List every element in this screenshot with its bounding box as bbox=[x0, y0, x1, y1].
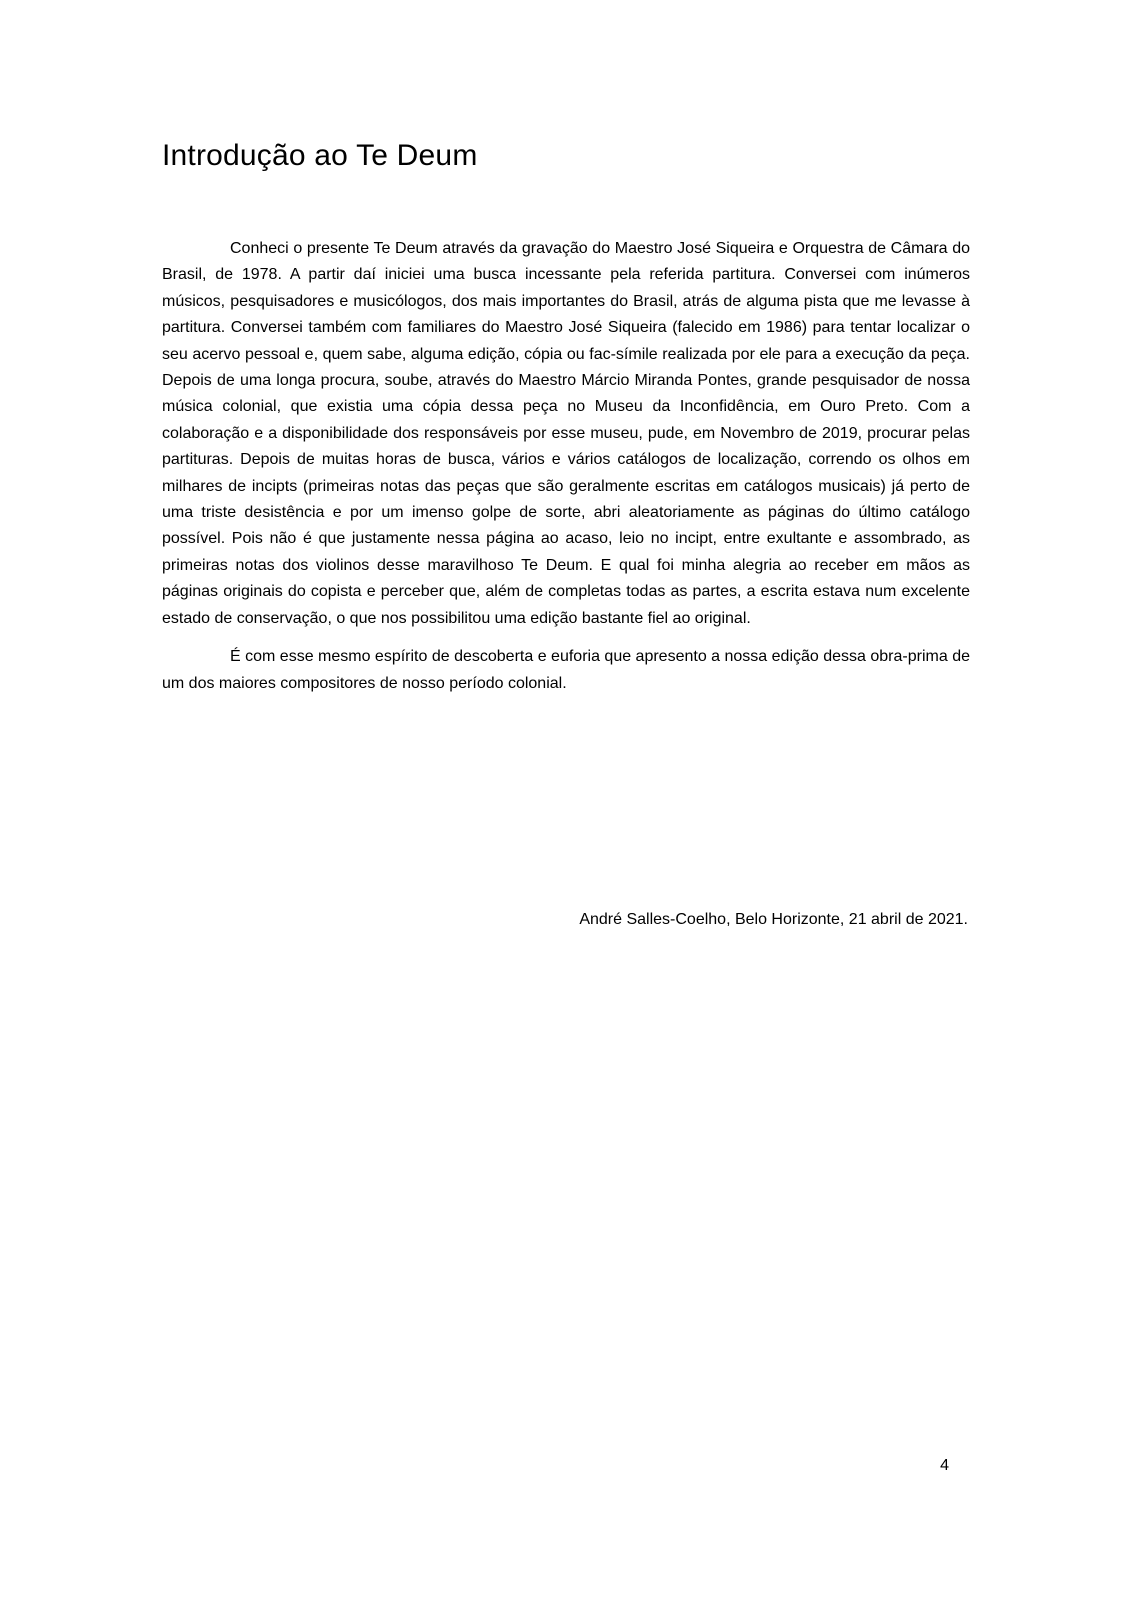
body-text bbox=[162, 236, 970, 697]
page-title: Introdução ao Te Deum bbox=[162, 139, 478, 172]
page-number: 4 bbox=[940, 1457, 949, 1474]
signature-line: André Salles-Coelho, Belo Horizonte, 21 abril de 2021. bbox=[579, 911, 968, 928]
paragraph-2: É com esse mesmo espírito de descoberta e euforia que apresento a nossa edição dessa obra-prima de um dos maiores compositores de nosso período colonial. bbox=[162, 648, 970, 692]
paragraph-1: Conheci o presente Te Deum através da gravação do Maestro José Siqueira e Orquestra de Câmara do Brasil, de 1978. A partir daí iniciei uma busca incessante pela referida partitura. Conversei com inúmeros músicos, pesquisadores e musicólogos, dos mais importantes do Brasil, atrás de alguma pista que me levasse à partitura. Conversei também com familiares do Maestro José Siqueira (falecido em 1986) para tentar localizar o seu acervo pessoal e, quem sabe, alguma edição, cópia ou fac-símile realizada por ele para a execução da peça. Depois de uma longa procura, soube, através do Maestro Márcio Miranda Pontes, grande pesquisador de nossa música colonial, que existia uma cópia dessa peça no Museu da Inconfidência, em Ouro Preto. Com a colaboração e a disponibilidade dos responsáveis por esse museu, pude, em Novembro de 2019, procurar pelas partituras. Depois de muitas horas de busca, vários e vários catálogos de localização, correndo os olhos em milhares de incipts (primeiras notas das peças que são geralmente escritas em catálogos musicais) já perto de uma triste desistência e por um imenso golpe de sorte, abri aleatoriamente as páginas do último catálogo possível. Pois não é que justamente nessa página ao acaso, leio no incipt, entre exultante e assombrado, as primeiras notas dos violinos desse maravilhoso Te Deum. E qual foi minha alegria ao receber em mãos as páginas originais do copista e perceber que, além de completas todas as partes, a escrita estava num excelente estado de conservação, o que nos possibilitou uma edição bastante fiel ao original. bbox=[162, 240, 970, 627]
